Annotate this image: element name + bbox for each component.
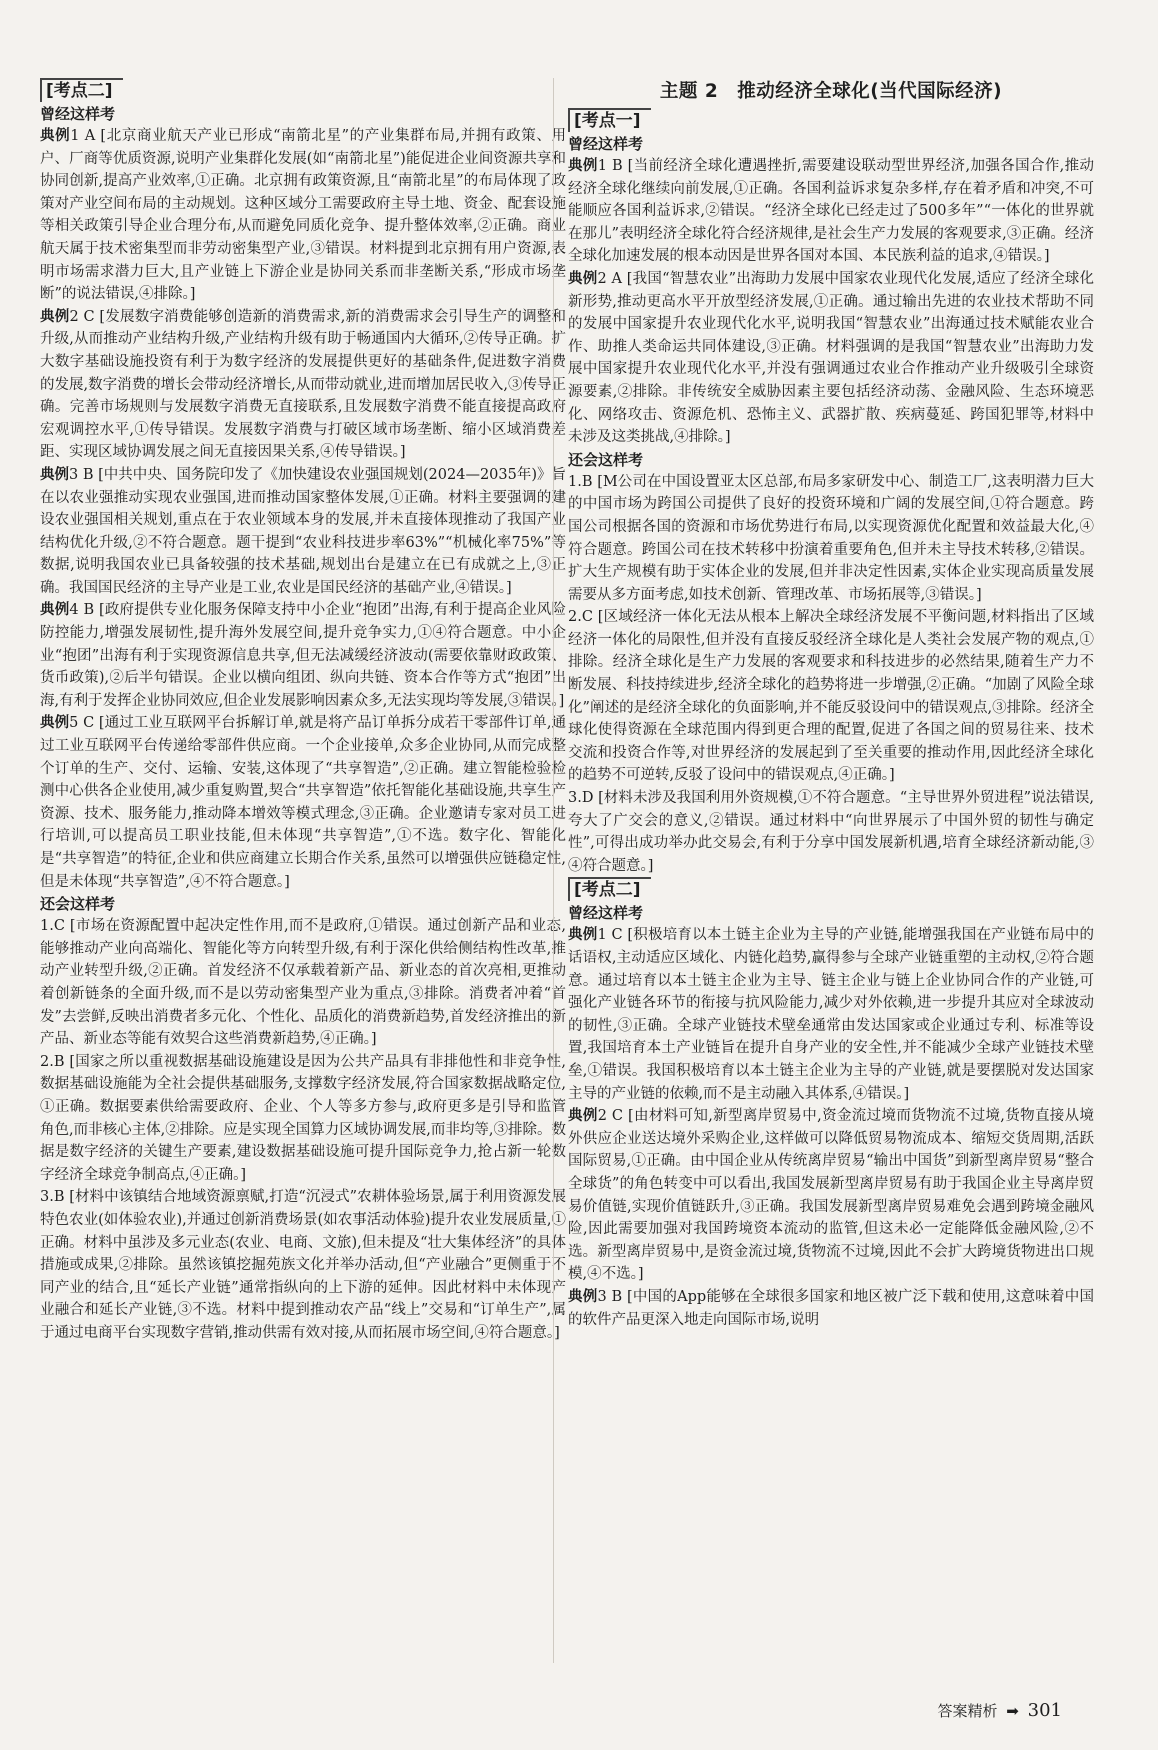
example-item: 典例1 C [积极培育以本土链主企业为主导的产业链,能增强我国在产业链布局中的话语权,主动适应区域化、内链化趋势,赢得参与全球产业链重塑的主动权,②符合题意。通过培育以本土链主企业为主导、链主企业与链上企业协同合作的产业链,可强化产业链各环节的衔接与抗风险能力,减少对外依赖,进一步提升其应对全球波动的韧性,③正确。全球产业链技术壁垒通常由发达国家或企业通过专利、标准等设置,我国培育本土产业链旨在提升自身产业的安全性,并不能减少全球产业链技术壁垒,①错误。我国积极培育以本土链主企业为主导的产业链,就是要摆脱对发达国家主导的产业链的依赖,而不是主动融入其体系,④错误。] [568, 927, 1095, 1102]
section-tag-kaodian-1: [考点一] [568, 108, 651, 132]
example-item: 典例4 B [政府提供专业化服务保障支持中小企业“抱团”出海,有利于提高企业风险防控能力,增强发展韧性,提升海外发展空间,提升竞争实力,①④符合题意。中小企业“抱团”出海有利于实现资源信息共享,但无法减缓经济波动(需要依靠财政政策、货币政策),②后半句错误。企业以横向组团、纵向共链、资本合作等方式“抱团”出海,有利于发挥企业协同效应,但企业发展影响因素众多,无法实现均等发展,③错误。] [40, 602, 567, 709]
section-tag-kaodian-2: [考点二] [568, 877, 651, 901]
footer-label: 答案精析 [937, 1702, 998, 1720]
practice-item: 2.B [国家之所以重视数据基础设施建设是因为公共产品具有非排他性和非竞争性,数据基础设施能为全社会提供基础服务,支撑数字经济发展,符合国家数据战略定位,①正确。数据要素供给需要政府、企业、个人等多方参与,政府更多是引导和监管角色,而非核心主体,②排除。应是实现全国算力区域协调发展,而非均等,③排除。数据是数字经济的关键生产要素,建设数据基础设施可提升国际竞争力,抢占新一轮数字经济全球竞争制高点,④正确。] [40, 1053, 566, 1183]
example-item: 典例1 B [当前经济全球化遭遇挫折,需要建设联动型世界经济,加强各国合作,推动经济全球化继续向前发展,①正确。各国利益诉求复杂多样,存在着矛盾和冲突,不可能顺应各国利益诉求,②错误。“经济全球化已经走过了500多年”“一体化的世界就在那儿”表明经济全球化符合经济规律,是社会生产力发展的客观要求,③正确。经济全球化加速发展的根本动因是世界各国对本国、本民族利益的追求,④错误。] [568, 158, 1095, 265]
arrow-right-icon: ➡ [1006, 1702, 1019, 1720]
subheading-future-exams: 还会这样考 [40, 895, 116, 914]
example-item: 典例1 A [北京商业航天产业已形成“南箭北星”的产业集群布局,并拥有政策、用户、厂商等优质资源,说明产业集群化发展(如“南箭北星”)能促进企业间资源共享和协同创新,提高产业效率,①正确。北京拥有政策资源,且“南箭北星”的布局体现了政策对产业空间布局的主动规划。这种区域分工需要政府主导土地、资金、配套设施等相关政策引导企业合理分布,从而避免同质化竞争、提升整体效率,②正确。商业航天属于技术密集型而非劳动密集型产业,③错误。材料提到北京拥有用户资源,表明市场需求潜力巨大,且产业链上下游企业是协同关系而非垄断关系,“形成市场垄断”的说法错误,④排除。] [40, 128, 566, 303]
left-column [40, 78, 566, 1344]
example-item: 典例3 B [中共中央、国务院印发了《加快建设农业强国规划(2024—2035年)》旨在以农业强推动实现农业强国,进而推动国家整体发展,①正确。材料主要强调的建设农业强国相关规划,重点在于农业领域本身的发展,并未直接体现推动了我国产业结构优化升级,②不符合题意。题干提到“农业科技进步率63%”“机械化率75%”等数据,说明我国农业已具备较强的技术基础,规划出台是建立在已有成就之上,③正确。我国国民经济的主导产业是工业,农业是国民经济的基础产业,④错误。] [40, 466, 567, 596]
subheading-past-exams: 曾经这样考 [40, 105, 116, 123]
example-item: 典例2 C [由材料可知,新型离岸贸易中,资金流过境而货物流不过境,货物直接从境外供应企业送达境外采购企业,这样做可以降低贸易物流成本、缩短交货周期,活跃国际贸易,①正确。由中国企业从传统离岸贸易“输出中国货”到新型离岸贸易“整合全球货”的角色转变中可以看出,我国发展新型离岸贸易有助于我国企业主导离岸贸易价值链,实现价值链跃升,③正确。我国发展新型离岸贸易难免会遇到跨境金融风险,因此需要加强对我国跨境资本流动的监管,但这未必一定能降低金融风险,②不选。新型离岸贸易中,是资金流过境,货物流不过境,因此不会扩大跨境货物进出口规模,④不选。] [568, 1108, 1095, 1283]
example-item: 典例2 A [我国“智慧农业”出海助力发展中国家农业现代化发展,适应了经济全球化新形势,推动更高水平开放型经济发展,①正确。通过输出先进的农业技术帮助不同的发展中国家提升农业现代化水平,说明我国“智慧农业”出海通过技术赋能农业合作、助推人类命运共同体建设,③正确。材料强调的是我国“智慧农业”出海助力发展中国家提升农业现代化水平,并没有强调通过农业合作推动产业升级吸引全球资源要素,②排除。非传统安全威胁因素主要包括经济动荡、金融风险、生态环境恶化、网络攻击、资源危机、恐怖主义、武器扩散、疾病蔓延、跨国犯罪等,材料中未涉及这类挑战,④排除。] [568, 270, 1095, 446]
column-divider [553, 78, 554, 1663]
section-tag-kaodian-2: [考点二] [40, 78, 123, 102]
practice-item: 3.B [材料中该镇结合地域资源禀赋,打造“沉浸式”农耕体验场景,属于利用资源发展特色农业(如体验农业),并通过创新消费场景(如农事活动体验)提升农业发展质量,①正确。材料中虽涉及多元业态(农业、电商、文旅),但未提及“壮大集体经济”的具体措施或成果,②排除。虽然该镇挖掘苑族文化并举办活动,但“产业融合”更侧重于不同产业的结合,且“延长产业链”通常指纵向的上下游的延伸。因此材料中未体现产业融合和延长产业链,③不选。材料中提到推动农产品“线上”交易和“订单生产”,属于通过电商平台实现数字营销,推动供需有效对接,从而拓展市场空间,④符合题意。] [40, 1189, 566, 1341]
subheading-future-exams: 还会这样考 [568, 450, 644, 469]
practice-item: 3.D [材料未涉及我国利用外资规模,①不符合题意。“主导世界外贸进程”说法错误,夸大了广交会的意义,②错误。通过材料中“向世界展示了中国外贸的韧性与确定性”,可得出成功举办此交易会,有利于分享中国发展新机遇,培育全球经济新动能,③④符合题意。] [568, 790, 1094, 874]
right-column [568, 80, 1094, 1331]
page-footer [937, 1700, 1062, 1721]
topic-title: 主题 2 推动经济全球化(当代国际经济) [659, 81, 1003, 102]
practice-item: 1.C [市场在资源配置中起决定性作用,而不是政府,①错误。通过创新产品和业态,能够推动产业向高端化、智能化等方向转型升级,有利于深化供给侧结构性改革,推动产业转型升级,②正确。首发经济不仅承载着新产品、新业态的首次亮相,更推动着创新链条的全面升级,而不是以劳动密集型产业为重点,③排除。消费者冲着“首发”去尝鲜,反映出消费者多元化、个性化、品质化的消费新趋势,首发经济推出的新产品、新业态等能有效契合这些消费新趋势,④正确。] [40, 918, 566, 1048]
practice-item: 2.C [区域经济一体化无法从根本上解决全球经济发展不平衡问题,材料指出了区域经济一体化的局限性,但并没有直接反驳经济全球化是人类社会发展产物的观点,①排除。经济全球化是生产力发展的客观要求和科技进步的必然结果,随着生产力不断发展、科技持续进步,经济全球化的趋势将进一步增强,②正确。“加剧了风险全球化”阐述的是经济全球化的负面影响,并不能反驳设问中的错误观点,③排除。经济全球化使得资源在全球范围内得到更合理的配置,促进了各国之间的贸易往来、技术交流和投资合作等,对世界经济的发展起到了至关重要的推动作用,因此经济全球化的趋势不可逆转,反驳了设问中的错误观点,④正确。] [568, 609, 1094, 784]
example-item: 典例3 B [中国的App能够在全球很多国家和地区被广泛下载和使用,这意味着中国的软件产品更深入地走向国际市场,说明 [568, 1288, 1094, 1328]
example-item: 典例5 C [通过工业互联网平台拆解订单,就是将产品订单拆分成若干零部件订单,通过工业互联网平台传递给零部件供应商。一个企业接单,众多企业协同,从而完成整个订单的生产、交付、运输、安装,这体现了“共享智造”,②正确。建立智能检验检测中心供各企业使用,减少重复购置,契合“共享智造”依托智能化基础设施,共享生产资源、技术、服务能力,推动降本增效等模式理念,③正确。企业邀请专家对员工进行培训,可以提高员工职业技能,但未体现“共享智造”,①不选。数字化、智能化是“共享智造”的特征,企业和供应商建立长期合作关系,虽然可以增强供应链稳定性,但是未体现“共享智造”,④不符合题意。] [40, 715, 567, 890]
subheading-past-exams: 曾经这样考 [568, 135, 644, 153]
page-number: 301 [1027, 1700, 1062, 1721]
subheading-past-exams: 曾经这样考 [568, 904, 644, 923]
practice-item: 1.B [M公司在中国设置亚太区总部,布局多家研发中心、制造工厂,这表明潜力巨大的中国市场为跨国公司提供了良好的投资环境和广阔的发展空间,①符合题意。跨国公司根据各国的资源和市场优势进行布局,以实现资源优化配置和效益最大化,④符合题意。跨国公司在技术转移中扮演着重要角色,但并未主导技术转移,②错误。扩大生产规模有助于实体企业的发展,但并非决定性因素,实体企业实现高质量发展需要从多方面考虑,如技术创新、管理改革、市场拓展等,③错误。] [568, 473, 1094, 603]
example-item: 典例2 C [发展数字消费能够创造新的消费需求,新的消费需求会引导生产的调整和升级,从而推动产业结构升级,产业结构升级有助于畅通国内大循环,②传导正确。扩大数字基础设施投资有利于为数字经济的发展提供更好的基础条件,促进数字消费的发展,数字消费的增长会带动经济增长,从而带动就业,进而增加居民收入,③传导正确。完善市场规则与发展数字消费无直接联系,且发展数字消费不能直接提高政府宏观调控水平,①传导错误。发展数字消费与打破区域市场垄断、缩小区域消费差距、实现区域协调发展之间无直接因果关系,④传导错误。] [40, 308, 567, 461]
